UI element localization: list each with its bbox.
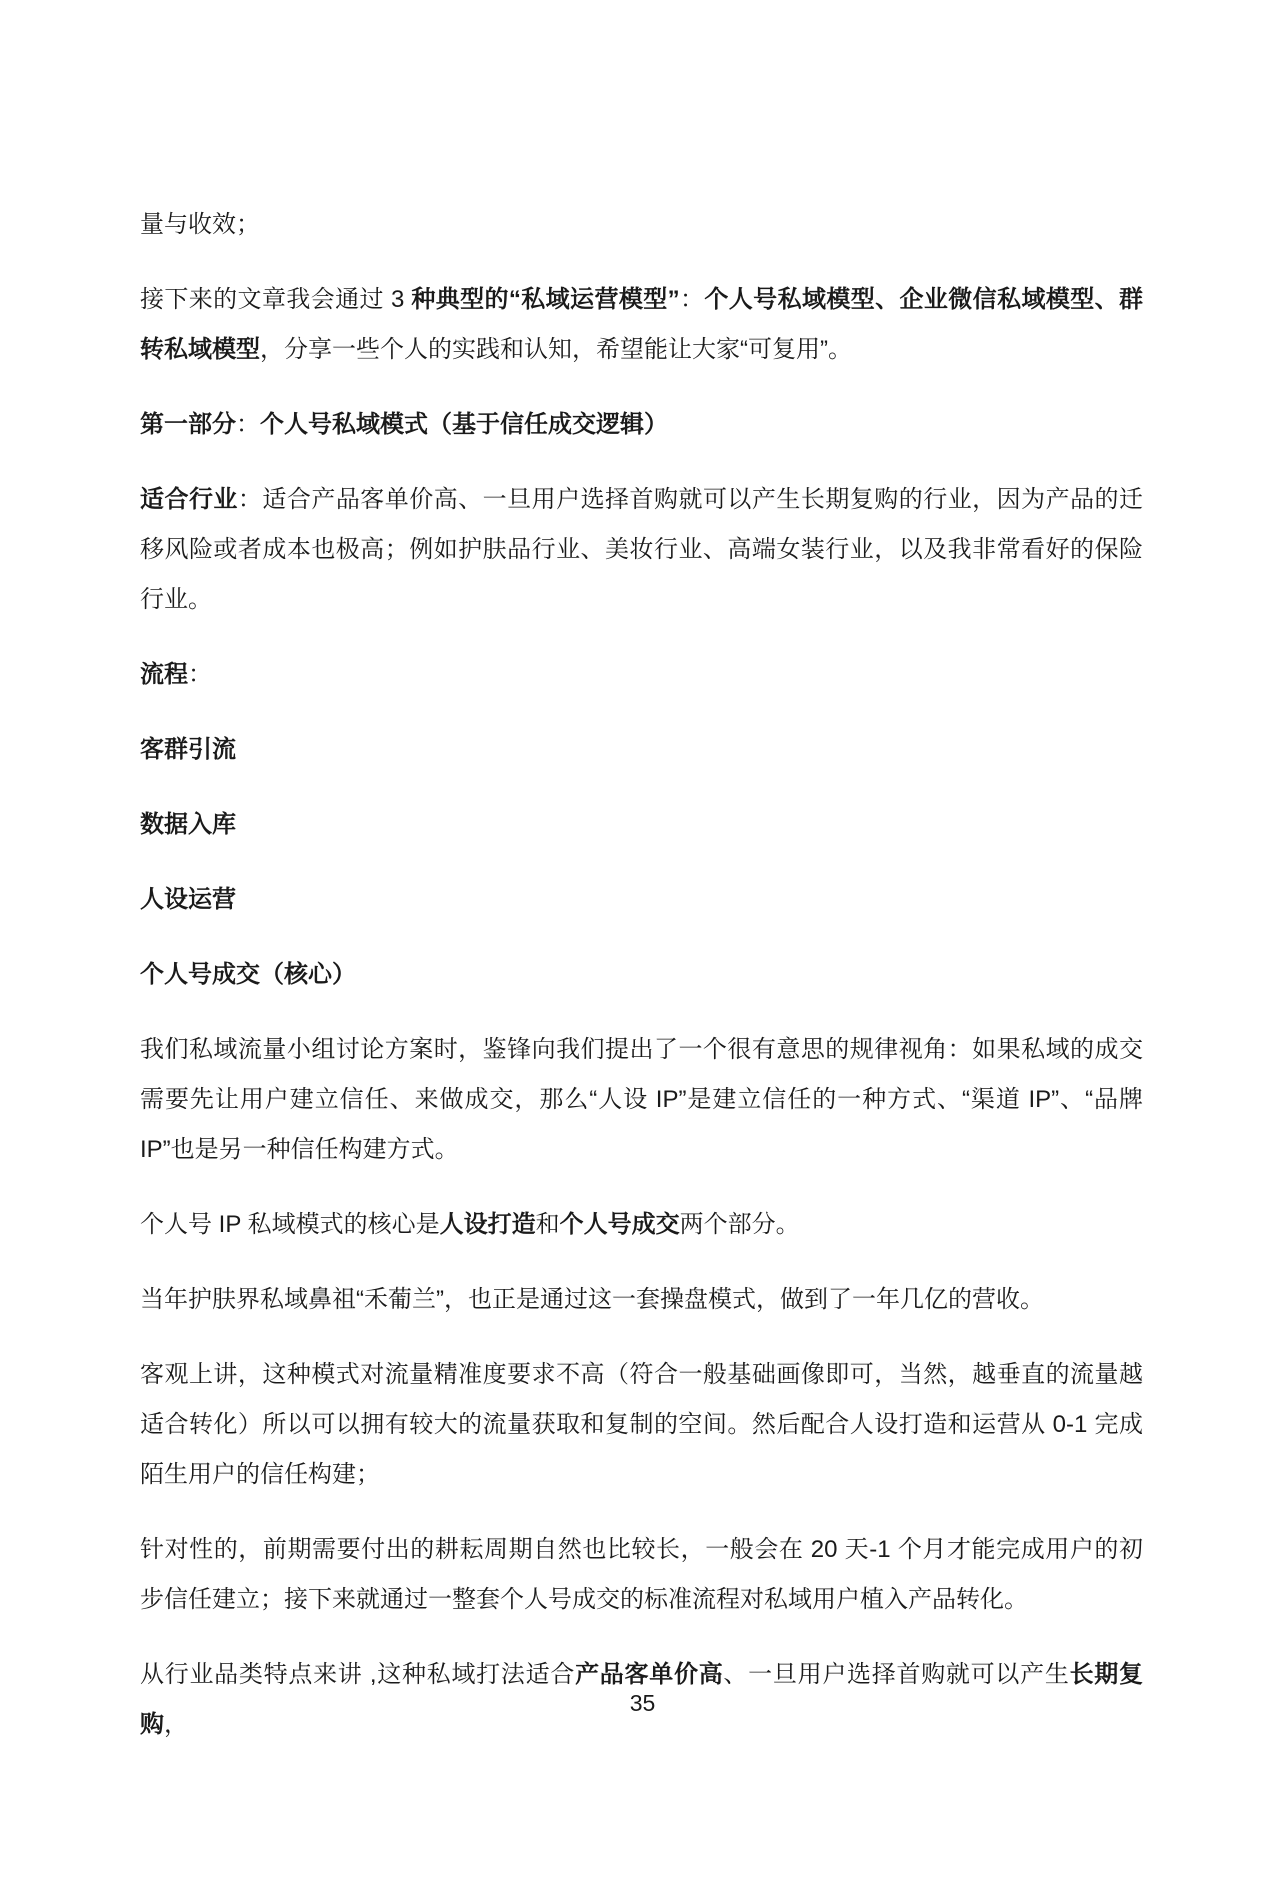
paragraph	[140, 1200, 1143, 1250]
page-number: 35	[629, 1690, 656, 1716]
paragraph	[140, 650, 1143, 700]
text-run: ：	[237, 486, 263, 513]
text-run: 长期复购	[140, 1661, 1144, 1738]
text-run: 接下来的文章我会通过 3	[140, 286, 412, 313]
text-run: 人设打造	[439, 1211, 536, 1238]
text-run: 第一部分	[140, 411, 236, 438]
text-run: 和	[535, 1211, 560, 1238]
text-run: 针对性的，前期需要付出的耕耘周期自然也比较长，一般会在 20 天-1 个月才能完成用户的初步信任建立；接下来就通过一整套个人号成交的标准流程对私域用户植入产品转化。	[140, 1536, 1143, 1613]
text-run: 、一旦用户选择首购就可以产生	[723, 1661, 1070, 1688]
text-run: 量与收效；	[140, 211, 260, 238]
paragraph	[140, 1525, 1143, 1625]
text-run: 流程	[140, 661, 188, 688]
text-run: ：	[679, 286, 705, 313]
text-run: 人设运营	[140, 886, 236, 913]
text-run: 个人号私域模型、企业微信私域模型、群转私域模型	[140, 286, 1144, 363]
paragraph	[140, 1275, 1143, 1325]
list-item	[140, 725, 1143, 775]
text-run: 两个部分。	[679, 1211, 800, 1238]
text-run: ，分享一些个人的实践和认知，希望能让大家“可复用”。	[260, 336, 852, 363]
list-item	[140, 950, 1143, 1000]
page-footer	[0, 1678, 1285, 1728]
text-run: 客观上讲，这种模式对流量精准度要求不高（符合一般基础画像即可，当然，越垂直的流量越适合转化）所以可以拥有较大的流量获取和复制的空间。然后配合人设打造和运营从 0-1 完成陌生用户的信任构建；	[140, 1361, 1143, 1488]
text-run: 数据入库	[140, 811, 236, 838]
paragraph	[140, 475, 1143, 625]
text-run: 适合产品客单价高、一旦用户选择首购就可以产生长期复购的行业，因为产品的迁移风险或者成本也极高；例如护肤品行业、美妆行业、高端女装行业，以及我非常看好的保险行业。	[140, 486, 1144, 613]
text-run: ，	[164, 1711, 188, 1738]
text-run: 产品客单价高	[575, 1661, 724, 1688]
paragraph	[140, 200, 1143, 250]
text-run: 适合行业	[140, 486, 238, 513]
text-run: 个人号成交（核心）	[140, 961, 356, 988]
paragraph	[140, 1350, 1143, 1500]
text-run: 我们私域流量小组讨论方案时，鉴锋向我们提出了一个很有意思的规律视角：如果私域的成交需要先让用户建立信任、来做成交，那么“人设 IP”是建立信任的一种方式、“渠道 IP”、“品牌 IP”也是另一种信任构建方式。	[140, 1036, 1143, 1163]
paragraph	[140, 275, 1143, 375]
text-run: 个人号 IP 私域模式的核心是	[140, 1211, 440, 1238]
text-run: 个人号私域模式（基于信任成交逻辑）	[260, 411, 668, 438]
list-item	[140, 800, 1143, 850]
paragraph	[140, 1025, 1143, 1175]
page-body	[140, 200, 1143, 1775]
text-run: ：	[236, 411, 260, 438]
text-run: 从行业品类特点来讲 ,这种私域打法适合	[140, 1661, 576, 1688]
section-heading	[140, 400, 1143, 450]
text-run: 客群引流	[140, 736, 236, 763]
text-run: 种典型的“私域运营模型”	[411, 286, 680, 313]
text-run: 个人号成交	[559, 1211, 680, 1238]
list-item	[140, 875, 1143, 925]
text-run: 当年护肤界私域鼻祖“禾葡兰”，也正是通过这一套操盘模式，做到了一年几亿的营收。	[140, 1286, 1044, 1313]
text-run: ：	[188, 661, 212, 688]
